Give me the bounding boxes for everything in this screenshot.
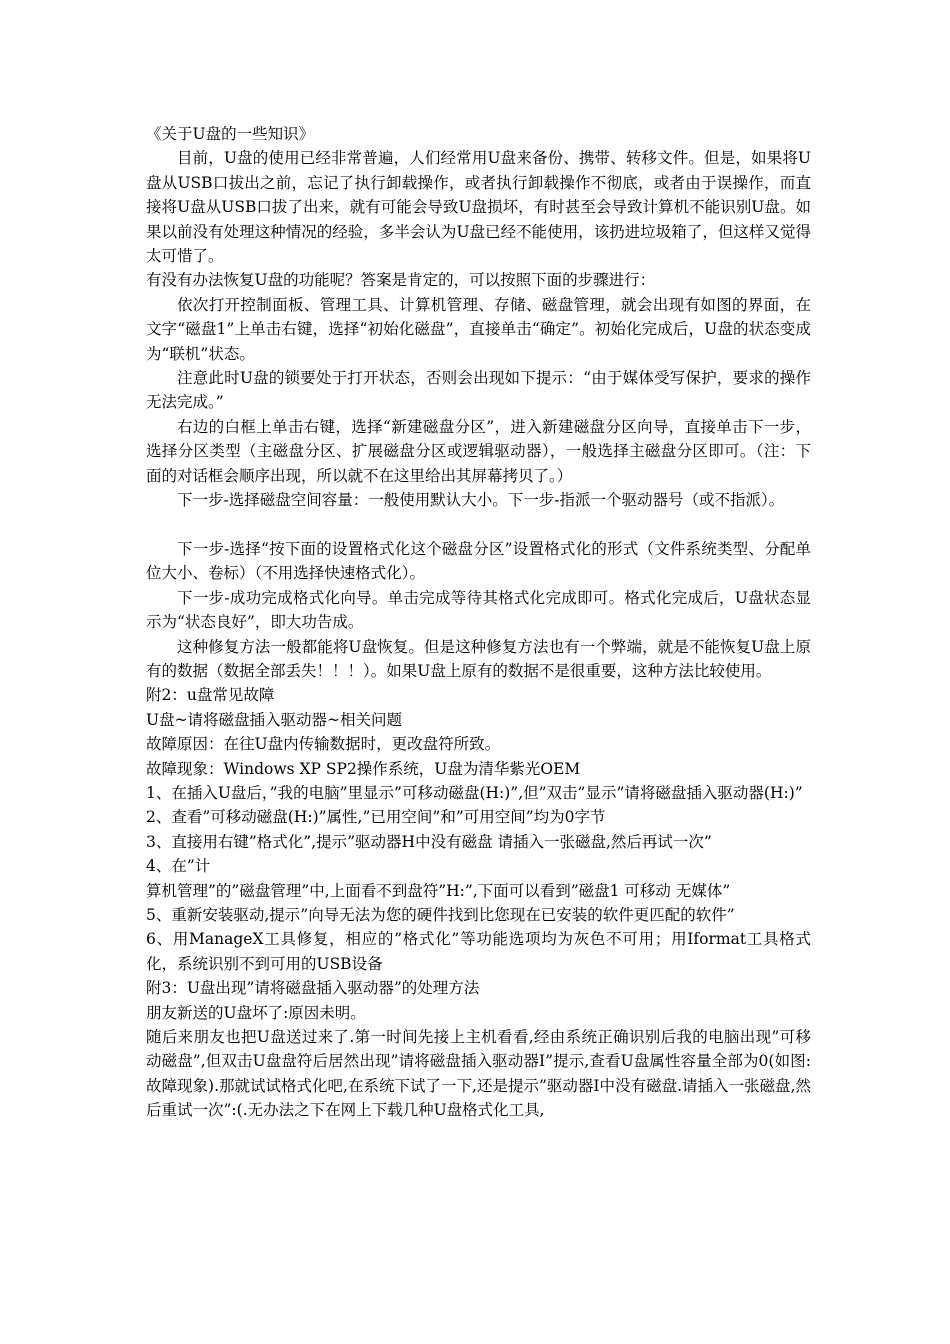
paragraph: 3、直接用右键”格式化”,提示”驱动器H中没有磁盘 请插入一张磁盘,然后再试一次” — [146, 832, 712, 851]
paragraph: 故障原因：在往U盘内传输数据时，更改盘符所致。 — [146, 735, 501, 754]
paragraph: 有没有办法恢复U盘的功能呢？答案是肯定的，可以按照下面的步骤进行： — [146, 271, 656, 290]
paragraph: 朋友新送的U盘坏了:原因未明。 — [146, 1003, 366, 1022]
paragraph: 这种修复方法一般都能将U盘恢复。但是这种修复方法也有一个弊端，就是不能恢复U盘上原有的数据（数据全部丢失！！！）。如果U盘上原有的数据不是很重要，这种方法比较使用。 — [146, 637, 811, 680]
paragraph: 依次打开控制面板、管理工具、计算机管理、存储、磁盘管理，就会出现有如图的界面，在文字“磁盘1”上单击右键，选择“初始化磁盘”，直接单击“确定”。初始化完成后，U盘的状态变成为“联机”状态。 — [146, 295, 811, 363]
paragraph: 下一步-选择磁盘空间容量：一般使用默认大小。下一步-指派一个驱动器号（或不指派）。 — [177, 491, 785, 510]
paragraph: 右边的白框上单击右键，选择“新建磁盘分区”，进入新建磁盘分区向导，直接单击下一步，选择分区类型（主磁盘分区、扩展磁盘分区或逻辑驱动器），一般选择主磁盘分区即可。（注：下面的对话框会顺序出现，所以就不在这里给出其屏幕拷贝了。） — [146, 417, 811, 485]
paragraph: 注意此时U盘的锁要处于打开状态，否则会出现如下提示：“由于媒体受写保护，要求的操作无法完成。” — [146, 369, 811, 412]
paragraph: 附3：U盘出现”请将磁盘插入驱动器”的处理方法 — [146, 979, 480, 998]
paragraph: 随后来朋友也把U盘送过来了.第一时间先接上主机看看,经由系统正确识别后我的电脑出现”可移动磁盘”,但双击U盘盘符后居然出现”请将磁盘插入驱动器I”提示,查看U盘属性容量全部为0(如图:故障现象).那就试试格式化吧,在系统下试了一下,还是提示”驱动器I中没有磁盘.请插入一张磁盘,然后重试一次”:(.无办法之下在网上下载几种U盘格式化工具, — [146, 1028, 811, 1120]
paragraph: 附2：u盘常见故障 — [146, 686, 275, 705]
paragraph: 下一步-成功完成格式化向导。单击完成等待其格式化完成即可。格式化完成后，U盘状态显示为“状态良好”，即大功告成。 — [146, 588, 811, 632]
paragraph: 2、查看”可移动磁盘(H:)”属性,”已用空间”和”可用空间”均为0字节 — [146, 808, 606, 827]
paragraph: 4、在”计 — [146, 857, 211, 876]
paragraph: 6、用ManageX工具修复，相应的”格式化”等功能选项均为灰色不可用；用Iformat工具格式化，系统识别不到可用的USB设备 — [146, 930, 811, 973]
paragraph: U盘~请将磁盘插入驱动器~相关问题 — [146, 710, 403, 729]
paragraph: 1、在插入U盘后，”我的电脑”里显示”可移动磁盘(H:)”,但”双击”显示”请将磁盘插入驱动器(H:)” — [146, 783, 803, 802]
paragraph: 《关于U盘的一些知识》 — [146, 125, 315, 143]
paragraph: 故障现象：Windows XP SP2操作系统，U盘为清华紫光OEM — [146, 759, 581, 778]
paragraph: 目前，U盘的使用已经非常普遍，人们经常用U盘来备份、携带、转移文件。但是，如果将U盘从USB口拔出之前，忘记了执行卸载操作，或者执行卸载操作不彻底，或者由于误操作，而直接将U盘从USB口拔了出来，就有可能会导致U盘损坏，有时甚至会导致计算机不能识别U盘。如果以前没有处理这种情况的经验，多半会认为U盘已经不能使用，该扔进垃圾箱了，但这样又觉得太可惜了。 — [146, 149, 811, 266]
paragraph: 算机管理”的”磁盘管理”中,上面看不到盘符”H:”,下面可以看到”磁盘1 可移动 无媒体” — [146, 881, 731, 900]
paragraph: 下一步-选择“按下面的设置格式化这个磁盘分区”设置格式化的形式（文件系统类型、分配单位大小、卷标）（不用选择快速格式化）。 — [146, 539, 811, 583]
paragraph: 5、重新安装驱动,提示”向导无法为您的硬件找到比您现在已安装的软件更匹配的软件” — [146, 905, 735, 924]
document-page — [146, 122, 811, 1123]
blank-line — [146, 513, 811, 537]
